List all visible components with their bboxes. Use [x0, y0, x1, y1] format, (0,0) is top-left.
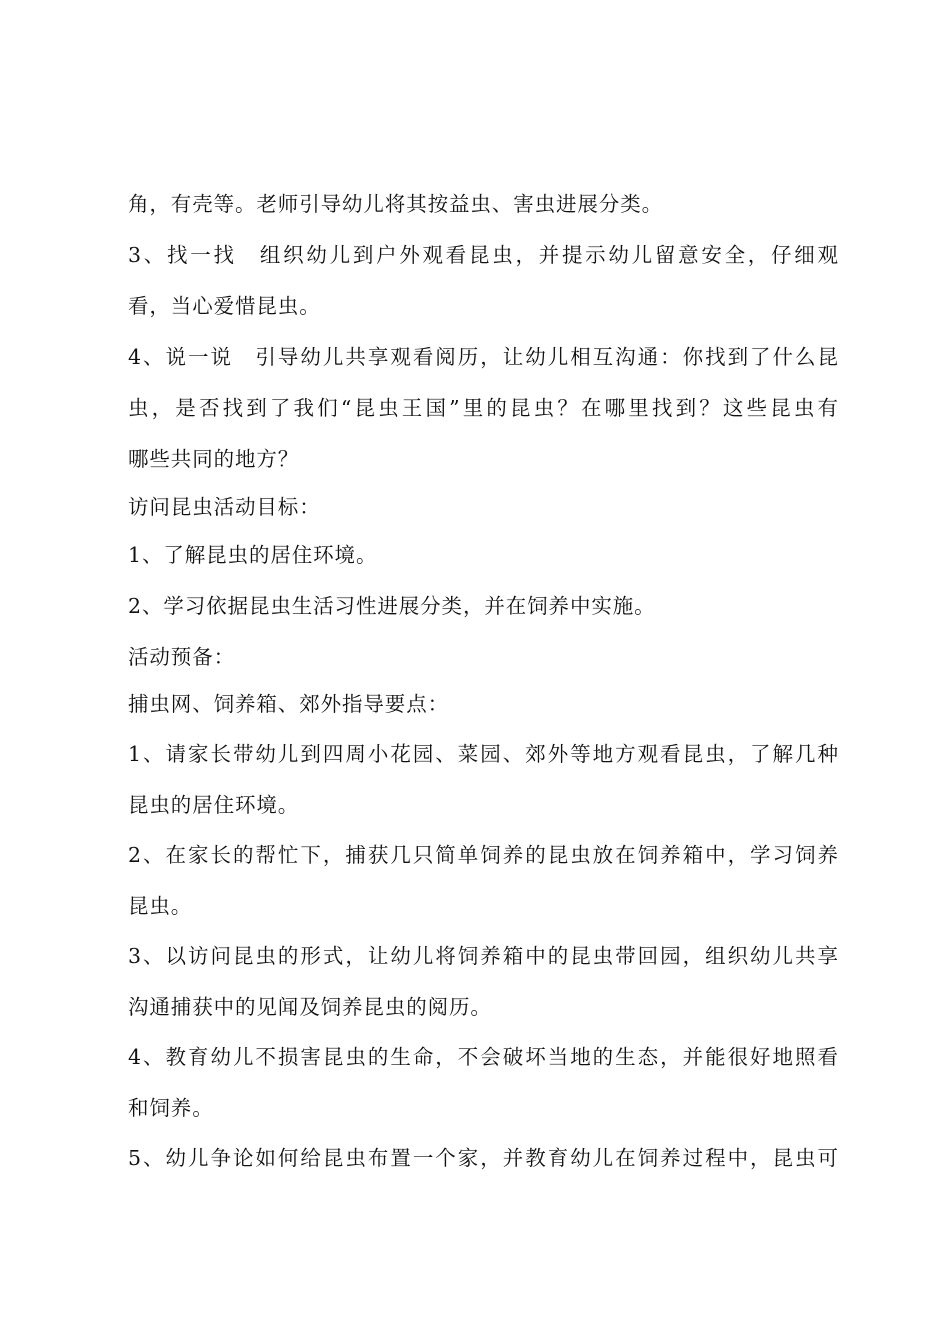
text-line: 2、学习依据昆虫生活习性进展分类，并在饲养中实施。 [128, 594, 656, 618]
text-line: 3、以访问昆虫的形式，让幼儿将饲养箱中的昆虫带回园，组织幼儿共享 [128, 944, 838, 968]
text-line: 1、了解昆虫的居住环境。 [128, 543, 378, 567]
text-line: 捕虫网、饲养箱、郊外指导要点： [128, 692, 449, 716]
text-line: 3、找一找 组织幼儿到户外观看昆虫，并提示幼儿留意安全，仔细观 [128, 243, 838, 267]
text-line: 1、请家长带幼儿到四周小花园、菜园、郊外等地方观看昆虫，了解几种 [128, 742, 838, 766]
text-line: 和饲养。 [128, 1096, 214, 1120]
text-line: 4、教育幼儿不损害昆虫的生命，不会破坏当地的生态，并能很好地照看 [128, 1045, 838, 1069]
text-line: 昆虫。 [128, 894, 193, 918]
text-line: 角，有壳等。老师引导幼儿将其按益虫、害虫进展分类。 [128, 192, 663, 216]
text-line: 哪些共同的地方？ [128, 447, 300, 471]
text-line: 2、在家长的帮忙下，捕获几只简单饲养的昆虫放在饲养箱中，学习饲养 [128, 843, 838, 867]
text-line: 看，当心爱惜昆虫。 [128, 294, 321, 318]
text-line: 4、说一说 引导幼儿共享观看阅历，让幼儿相互沟通：你找到了什么昆 [128, 345, 838, 369]
text-line: 虫，是否找到了我们“昆虫王国”里的昆虫？在哪里找到？这些昆虫有 [128, 396, 838, 420]
text-line: 5、幼儿争论如何给昆虫布置一个家，并教育幼儿在饲养过程中，昆虫可 [128, 1146, 838, 1170]
text-line: 沟通捕获中的见闻及饲养昆虫的阅历。 [128, 995, 492, 1019]
section-heading: 访问昆虫活动目标： [128, 495, 321, 519]
text-line: 昆虫的居住环境。 [128, 793, 300, 817]
section-heading: 活动预备： [128, 645, 235, 669]
